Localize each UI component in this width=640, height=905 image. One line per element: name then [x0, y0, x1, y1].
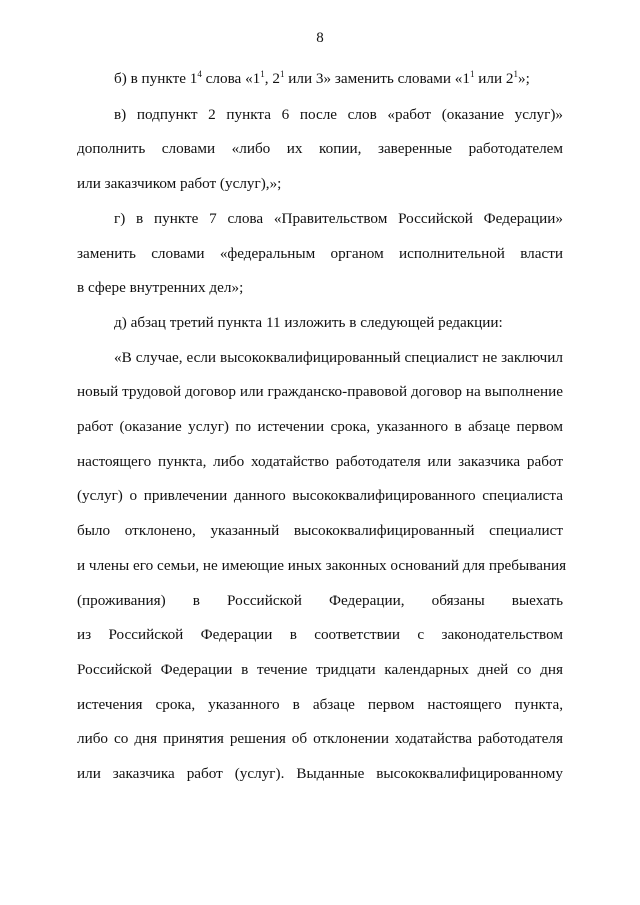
- paragraph-v: [77, 98, 563, 202]
- superscript: 1: [260, 69, 265, 79]
- paragraph-quote: [77, 341, 567, 792]
- text-run: или 3» заменить словами «1: [284, 70, 470, 87]
- superscript: 4: [197, 69, 202, 79]
- paragraph-line: заменить словами «федеральным органом исполнительной власти: [77, 244, 563, 262]
- paragraph-line: или заказчиком работ (услуг),»;: [77, 175, 282, 193]
- paragraph-b: [77, 62, 563, 98]
- text-run: или 2: [474, 70, 514, 87]
- paragraph-line: работ (оказание услуг) по истечении срока, указанного в абзаце первом: [77, 418, 563, 436]
- paragraph-d: [77, 306, 563, 341]
- superscript: 1: [469, 69, 475, 79]
- paragraph-line: или заказчика работ (услуг). Выданные высококвалифицированному: [77, 765, 563, 783]
- paragraph-line: либо со дня принятия решения об отклонении ходатайства работодателя: [77, 730, 563, 748]
- paragraph-line: (проживания) в Российской Федерации, обязаны выехать: [77, 591, 563, 609]
- paragraph-line: дополнить словами «либо их копии, заверенные работодателем: [77, 140, 563, 158]
- paragraph-line: (услуг) о привлечении данного высококвалифицированного специалиста: [77, 487, 563, 505]
- paragraph-line: Российской Федерации в течение тридцати календарных дней со дня: [77, 660, 563, 678]
- text-run: слова «1: [201, 70, 261, 87]
- superscript: 1: [513, 69, 518, 79]
- page-number: 8: [316, 30, 324, 46]
- paragraph-g: [77, 202, 563, 306]
- superscript: 1: [279, 69, 285, 79]
- document-body: [77, 62, 567, 792]
- paragraph-line: было отклонено, указанный высококвалифицированный специалист: [77, 522, 563, 540]
- text-run: »;: [517, 70, 530, 87]
- paragraph-line: из Российской Федерации в соответствии с законодательством: [77, 626, 563, 644]
- paragraph-b-line: [77, 62, 563, 98]
- paragraph-line: г) в пункте 7 слова «Правительством Российской Федерации»: [114, 209, 563, 227]
- paragraph-line: истечения срока, указанного в абзаце первом настоящего пункта,: [77, 695, 563, 713]
- paragraph-line: «В случае, если высококвалифицированный специалист не заключил: [114, 348, 563, 366]
- paragraph-line: в) подпункт 2 пункта 6 после слов «работ (оказание услуг)»: [114, 105, 563, 123]
- paragraph-line: в сфере внутренних дел»;: [77, 279, 244, 297]
- text-run: б) в пункте 1: [114, 70, 198, 87]
- paragraph-line: настоящего пункта, либо ходатайство работодателя или заказчика работ: [77, 452, 563, 470]
- paragraph-line: и члены его семьи, не имеющие иных законных оснований для пребывания: [77, 556, 567, 574]
- text-run: , 2: [264, 70, 280, 87]
- paragraph-line: новый трудовой договор или гражданско-правовой договор на выполнение: [77, 383, 563, 401]
- paragraph-line: д) абзац третий пункта 11 изложить в следующей редакции:: [114, 313, 503, 331]
